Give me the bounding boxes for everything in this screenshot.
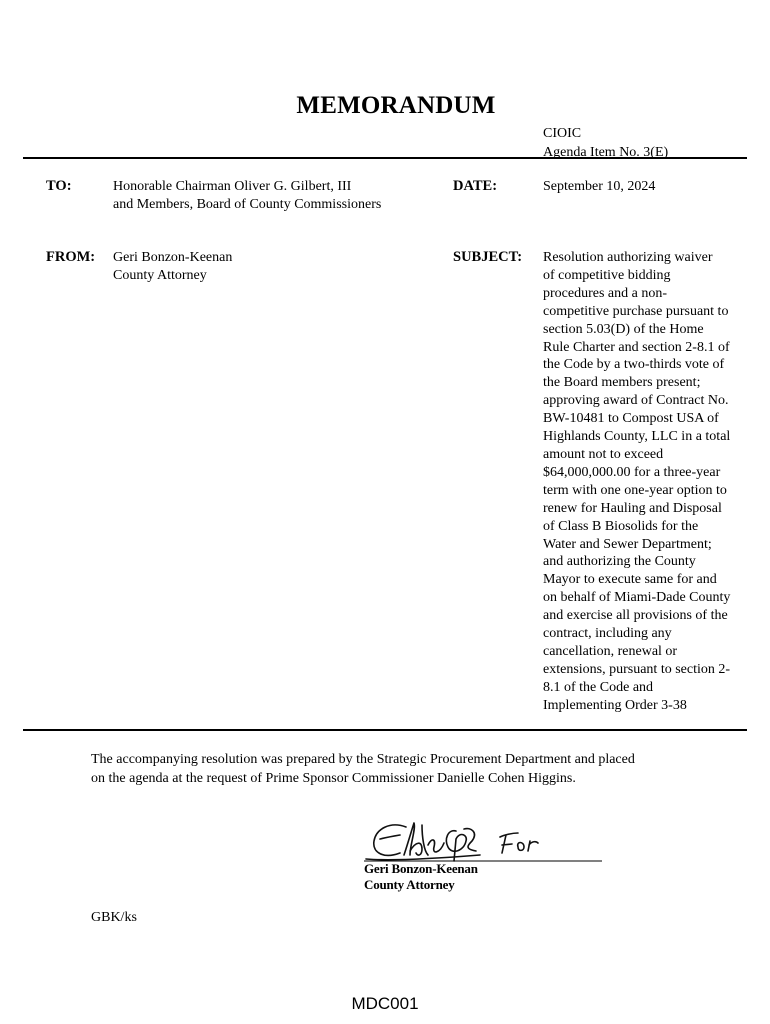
typist-initials: GBK/ks [91,910,137,925]
subject-line: term with one one-year option to [543,482,727,498]
header-top-rule [23,157,747,159]
from-label: FROM: [46,249,96,265]
subject-line: on behalf of Miami-Dade County [543,590,731,606]
subject-line: approving award of Contract No. [543,393,729,409]
from-sender-title: County Attorney [113,268,207,283]
to-recipient-line-2: and Members, Board of County Commissioners [113,197,382,212]
subject-line: and exercise all provisions of the [543,608,728,624]
to-recipient-line-1: Honorable Chairman Oliver G. Gilbert, III [113,179,352,194]
subject-line: 8.1 of the Code and [543,679,654,695]
subject-line: Implementing Order 3-38 [543,697,687,713]
subject-line: renew for Hauling and Disposal [543,500,722,516]
document-code: MDC001 [351,994,419,1013]
subject-line: the Board members present; [543,375,701,391]
subject-label: SUBJECT: [453,249,523,265]
subject-text [543,249,751,715]
subject-line: $64,000,000.00 for a three-year [543,464,721,480]
subject-line: procedures and a non- [543,285,668,301]
subject-line: of competitive bidding [543,267,671,283]
agenda-item-number: Agenda Item No. 3(E) [543,145,669,160]
subject-line: of Class B Biosolids for the [543,518,699,534]
subject-line: extensions, pursuant to section 2- [543,661,731,677]
committee-code: CIOIC [543,126,582,141]
subject-line: contract, including any [543,626,672,642]
date-value: September 10, 2024 [543,179,656,194]
paragraph-line: on the agenda at the request of Prime Sponsor Commissioner Danielle Cohen Higgins. [91,771,576,786]
subject-line: Resolution authorizing waiver [543,250,713,265]
subject-line: Highlands County, LLC in a total [543,429,731,445]
signature-for-note [496,834,498,835]
subject-line: Mayor to execute same for and [543,572,717,588]
subject-line: BW-10481 to Compost USA of [543,411,719,427]
to-label: TO: [46,178,72,194]
subject-line: cancellation, renewal or [543,643,678,659]
signer-name: Geri Bonzon-Keenan [364,861,478,876]
paragraph-line: The accompanying resolution was prepared by the Strategic Procurement Department and placed [91,752,635,767]
header-bottom-rule [23,729,747,731]
subject-line: competitive purchase pursuant to [543,303,729,319]
subject-line: Rule Charter and section 2-8.1 of [543,339,730,355]
from-sender-name: Geri Bonzon-Keenan [113,250,233,265]
memo-title: MEMORANDUM [296,92,496,119]
body-paragraph [91,750,731,788]
subject-line: and authorizing the County [543,554,696,570]
subject-line: Water and Sewer Department; [543,536,712,552]
subject-line: the Code by a two-thirds vote of [543,357,725,373]
subject-line: amount not to exceed [543,446,664,462]
signer-title: County Attorney [364,877,455,892]
date-label: DATE: [453,178,498,194]
subject-line: section 5.03(D) of the Home [543,321,704,337]
